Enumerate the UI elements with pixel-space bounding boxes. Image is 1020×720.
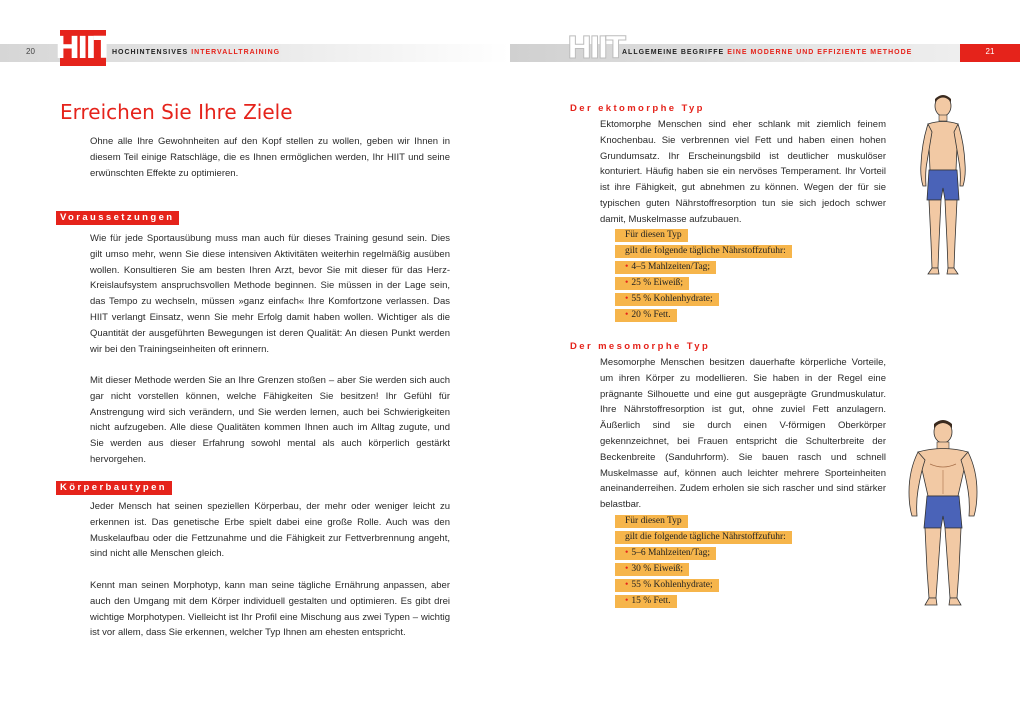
meso-paragraph: Mesomorphe Menschen besitzen dauerhafte körperliche Vorteile, um ihren Körper zu modellieren. Sie haben in der Regel eine prägnante Silhouette und eine gut ausgeprägte Grundmuskulatur. Ihre Nährstoffresorption ist gut, ohne zuviel Fett anzulagern. Äußerlich sind sie durch einen V-förmigen Oberkörper gekennzeichnet, bei Frauen entspricht die Schulterbreite der Beckenbreite (Sanduhrform). Sie bauen rasch und schnell Muskelmasse auf, können auch leichter mehrere Sporteinheiten aneinanderreihen. Zudem erholen sie sich rascher und sind stärker belastbar.	[600, 357, 886, 511]
ecto-nutrition-box	[615, 229, 792, 325]
nutrition-line: gilt die folgende tägliche Nährstoffzufuhr:	[615, 245, 792, 258]
ecto-paragraph: Ektomorphe Menschen sind eher schlank mit ziemlich feinem Knochenbau. Sie verbrennen viel Fett und haben einen hohen Grundumsatz. Ihr Erscheinungsbild ist deutlicher muskulöser konturiert. Häufig haben sie ein nervöses Temperament. Ihr Vorteil ist ihre Fähigkeit, gut abnehmen zu können. Wegen der für sie typischen guten Nährstoffresorption tun sie sich jedoch schwer damit, Muskelmasse aufzubauen.	[600, 119, 886, 225]
page-number-box	[960, 44, 1020, 62]
page-number: 21	[985, 47, 995, 56]
nutrition-item	[615, 595, 677, 608]
page-heading: Erreichen Sie Ihre Ziele	[60, 100, 293, 124]
running-title-main: HOCHINTENSIVES	[112, 49, 189, 56]
nutrition-item-text: 4–5 Mahlzeiten/Tag;	[631, 262, 711, 272]
hiit-logo: HIIT	[55, 30, 111, 66]
nutrition-item	[615, 579, 719, 592]
nutrition-item-text: 30 % Eiweiß;	[631, 564, 684, 574]
nutrition-item	[615, 547, 716, 560]
bullet-icon: •	[625, 294, 629, 304]
bullet-icon: •	[625, 596, 629, 606]
bullet-icon: •	[625, 548, 629, 558]
section1-paragraph1: Wie für jede Sportausübung muss man auch für dieses Training gesund sein. Dies gilt umso mehr, wenn Sie diese intensiven Aktivitäten weiterhin regelmäßig ausüben wollen. Konsultieren Sie am besten Ihren Arzt, bevor Sie mit dieser für das Herz-Kreislaufsystem anspruchsvollen Methode beginnen. Sie müssen in der Lage sein, das Tempo zu wechseln, müssen »ganz einfach« Ihre Komfortzone verlassen. Das HIIT verlangt Einsatz, wenn Sie mehr Erfolg damit haben wollen. Wichtiger als die Quantität der ausgeführten Bewegungen ist deren Qualität: An diesen Punkt werden wir bei den Trainingseinheiten oft erinnern.	[90, 233, 450, 355]
nutrition-item-text: 25 % Eiweiß;	[631, 278, 684, 288]
nutrition-item-text: 15 % Fett.	[631, 596, 671, 606]
bullet-icon: •	[625, 580, 629, 590]
section-label-voraussetzungen: Voraussetzungen	[56, 211, 179, 225]
nutrition-item	[615, 261, 716, 274]
running-title-accent: EINE MODERNE UND EFFIZIENTE METHODE	[727, 49, 913, 56]
running-title-accent: INTERVALLTRAINING	[191, 49, 281, 56]
section2-paragraph2: Kennt man seinen Morphotyp, kann man seine tägliche Ernährung anpassen, aber auch den Umgang mit dem Körper individuell gestalten und optimieren. Es gibt drei wichtige Morphotypen. Vielleicht ist Ihr Profil eine Mischung aus zwei Typen – wichtig ist vor allem, dass Sie erkennen, welcher Typ Ihnen am ehesten entspricht.	[90, 580, 450, 639]
running-title	[112, 49, 280, 56]
nutrition-line: Für diesen Typ	[615, 229, 688, 242]
hiit-logo-outline: HIIT	[567, 30, 623, 66]
intro-paragraph: Ohne alle Ihre Gewohnheiten auf den Kopf stellen zu wollen, geben wir Ihnen in diesem Teil einige Ratschläge, die es Ihnen ermöglichen werden, Ihr HIIT und seine erwünschten Effekte zu optimieren.	[90, 136, 450, 179]
nutrition-item-text: 55 % Kohlenhydrate;	[631, 580, 713, 590]
nutrition-line: gilt die folgende tägliche Nährstoffzufuhr:	[615, 531, 792, 544]
meso-nutrition-box	[615, 515, 792, 611]
bullet-icon: •	[625, 310, 629, 320]
section2-paragraph1: Jeder Mensch hat seinen speziellen Körperbau, der mehr oder weniger leicht zu erkennen ist. Das genetische Erbe spielt dabei eine große Rolle. Auch was den Muskelaufbau oder die Fettzunahme und die Fähigkeit zur Fettverbrennung angeht, sind nicht alle Menschen gleich.	[90, 501, 450, 560]
meso-heading: Der mesomorphe Typ	[570, 341, 711, 352]
nutrition-item	[615, 563, 689, 576]
nutrition-item	[615, 277, 689, 290]
section-label-koerperbautypen: Körperbautypen	[56, 481, 172, 495]
bullet-icon: •	[625, 564, 629, 574]
running-title	[622, 49, 912, 56]
page-number: 20	[26, 47, 35, 56]
nutrition-item	[615, 293, 719, 306]
nutrition-item-text: 5–6 Mahlzeiten/Tag;	[631, 548, 711, 558]
section1-paragraph2: Mit dieser Methode werden Sie an Ihre Grenzen stoßen – aber Sie werden sich auch gar nicht vorstellen können, welche Fähigkeiten Sie besitzen! Ihr Gefühl für Anstrengung wird sich verändern, und Sie werden lernen, auch bei Schwierigkeiten nicht aufzugeben. Alle diese Qualitäten kommen Ihnen auch im Alltag zugute, und Sie werden aus dieser Erfahrung sowohl mental als auch körperlich gestärkt hervorgehen.	[90, 375, 450, 465]
nutrition-line: Für diesen Typ	[615, 515, 688, 528]
ecto-heading: Der ektomorphe Typ	[570, 103, 705, 114]
running-title-main: ALLGEMEINE BEGRIFFE	[622, 49, 725, 56]
nutrition-item-text: 55 % Kohlenhydrate;	[631, 294, 713, 304]
ectomorph-figure-illustration	[904, 92, 982, 278]
bullet-icon: •	[625, 278, 629, 288]
nutrition-item-text: 20 % Fett.	[631, 310, 671, 320]
mesomorph-figure-illustration	[898, 418, 988, 610]
right-page	[510, 0, 1020, 720]
bullet-icon: •	[625, 262, 629, 272]
nutrition-item	[615, 309, 677, 322]
